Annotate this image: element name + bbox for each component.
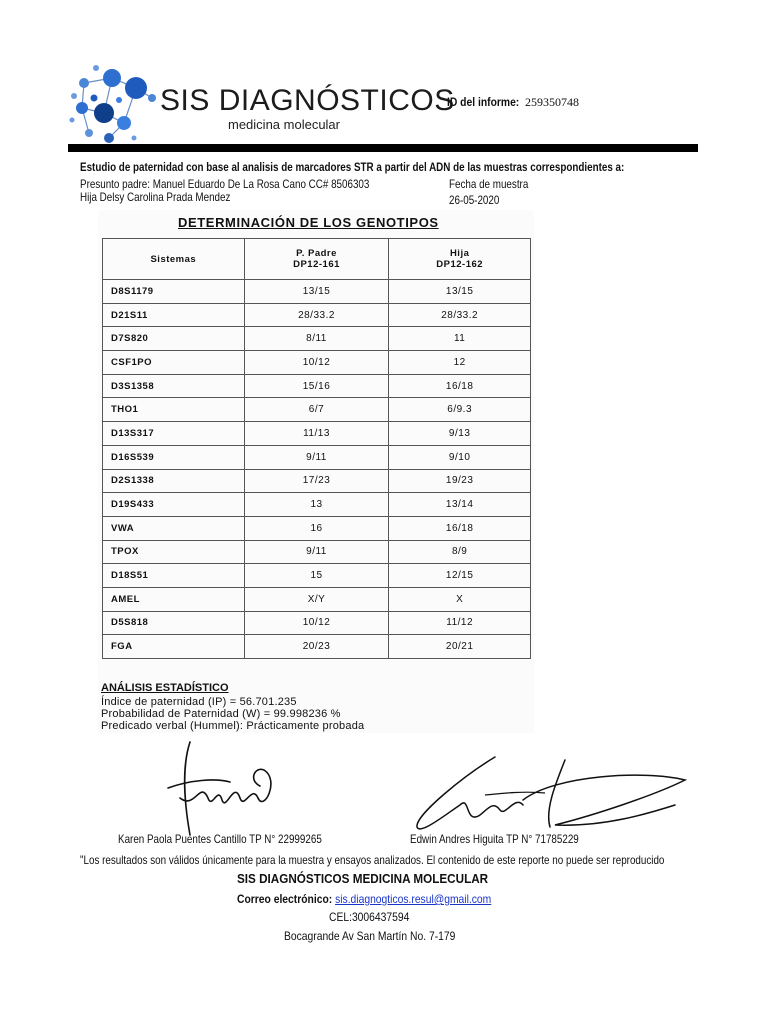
table-row xyxy=(103,327,531,351)
table-row xyxy=(103,564,531,588)
father-genotype-cell: 6/7 xyxy=(244,398,389,422)
table-row xyxy=(103,374,531,398)
daughter-genotype-cell: 6/9.3 xyxy=(389,398,531,422)
daughter-genotype-cell: X xyxy=(389,587,531,611)
paternity-probability: Probabilidad de Paternidad (W) = 99.998236 % xyxy=(101,708,341,720)
system-cell: D7S820 xyxy=(103,327,245,351)
signer2-name: Edwin Andres Higuita TP N° 71785229 xyxy=(410,832,579,846)
daughter-genotype-cell: 9/13 xyxy=(389,422,531,446)
footer-email-link[interactable]: sis.diagnogticos.resul@gmail.com xyxy=(335,892,492,906)
father-genotype-cell: 15/16 xyxy=(244,374,389,398)
daughter-genotype-cell: 28/33.2 xyxy=(389,303,531,327)
verbal-predicate: Predicado verbal (Hummel): Prácticamente probada xyxy=(101,720,365,732)
daughter-genotype-cell: 20/21 xyxy=(389,635,531,659)
system-cell: D18S51 xyxy=(103,564,245,588)
header-daughter-line1: Hija xyxy=(449,248,470,259)
footer-cel: CEL:3006437594 xyxy=(329,910,410,924)
table-row xyxy=(103,398,531,422)
system-cell: D16S539 xyxy=(103,445,245,469)
daughter-genotype-cell: 12/15 xyxy=(389,564,531,588)
sample-date-label: Fecha de muestra xyxy=(449,177,529,191)
footer-company: SIS DIAGNÓSTICOS MEDICINA MOLECULAR xyxy=(237,871,489,886)
genotype-title: DETERMINACIÓN DE LOS GENOTIPOS xyxy=(178,215,439,230)
father-genotype-cell: 17/23 xyxy=(244,469,389,493)
molecule-cluster-icon xyxy=(64,58,164,148)
header-systems xyxy=(103,239,245,280)
table-row xyxy=(103,493,531,517)
system-cell: D21S11 xyxy=(103,303,245,327)
footer-address: Bocagrande Av San Martín No. 7-179 xyxy=(284,929,456,943)
report-id-label: ID del informe: xyxy=(447,95,520,109)
genotype-section xyxy=(98,210,534,733)
system-cell: D13S317 xyxy=(103,422,245,446)
daughter-genotype-cell: 16/18 xyxy=(389,516,531,540)
study-description: Estudio de paternidad con base al analisis de marcadores STR a partir del ADN de las muestras correspondientes a: xyxy=(80,160,625,174)
father-genotype-cell: 8/11 xyxy=(244,327,389,351)
brand-tagline: medicina molecular xyxy=(228,117,340,132)
daughter-line: Hija Delsy Carolina Prada Mendez xyxy=(80,190,231,204)
header-father xyxy=(244,239,389,280)
father-genotype-cell: 11/13 xyxy=(244,422,389,446)
daughter-genotype-cell: 9/10 xyxy=(389,445,531,469)
system-cell: THO1 xyxy=(103,398,245,422)
header-divider xyxy=(68,144,698,152)
daughter-genotype-cell: 13/14 xyxy=(389,493,531,517)
table-row xyxy=(103,469,531,493)
father-genotype-cell: X/Y xyxy=(244,587,389,611)
header-systems-label: Sistemas xyxy=(150,253,197,265)
father-genotype-cell: 10/12 xyxy=(244,351,389,375)
system-cell: D19S433 xyxy=(103,493,245,517)
daughter-genotype-cell: 16/18 xyxy=(389,374,531,398)
table-row xyxy=(103,540,531,564)
daughter-genotype-cell: 11/12 xyxy=(389,611,531,635)
father-genotype-cell: 20/23 xyxy=(244,635,389,659)
statistics-title: ANÁLISIS ESTADÍSTICO xyxy=(101,682,229,694)
signature-edwin xyxy=(405,755,690,835)
signature-karen xyxy=(160,740,300,840)
table-row xyxy=(103,280,531,304)
genotype-body xyxy=(103,280,531,659)
daughter-genotype-cell: 12 xyxy=(389,351,531,375)
brand-name: SIS DIAGNÓSTICOS xyxy=(160,84,455,117)
footer-email-label: Correo electrónico: xyxy=(237,892,333,906)
table-row xyxy=(103,422,531,446)
table-row xyxy=(103,635,531,659)
table-row xyxy=(103,303,531,327)
daughter-genotype-cell: 11 xyxy=(389,327,531,351)
header-father-line1: P. Padre xyxy=(296,248,337,259)
father-genotype-cell: 16 xyxy=(244,516,389,540)
system-cell: TPOX xyxy=(103,540,245,564)
father-line: Presunto padre: Manuel Eduardo De La Rosa Cano CC# 8506303 xyxy=(80,177,370,191)
father-genotype-cell: 13 xyxy=(244,493,389,517)
father-genotype-cell: 9/11 xyxy=(244,540,389,564)
father-genotype-cell: 13/15 xyxy=(244,280,389,304)
father-genotype-cell: 28/33.2 xyxy=(244,303,389,327)
system-cell: FGA xyxy=(103,635,245,659)
report-id-value: 259350748 xyxy=(525,95,579,109)
father-genotype-cell: 15 xyxy=(244,564,389,588)
header-daughter xyxy=(389,239,531,280)
system-cell: D8S1179 xyxy=(103,280,245,304)
table-row xyxy=(103,516,531,540)
system-cell: D3S1358 xyxy=(103,374,245,398)
system-cell: CSF1PO xyxy=(103,351,245,375)
system-cell: D2S1338 xyxy=(103,469,245,493)
header-father-line2: DP12-161 xyxy=(293,259,340,270)
sample-date-value: 26-05-2020 xyxy=(449,193,500,207)
signer1-name: Karen Paola Puentes Cantillo TP N° 22999265 xyxy=(118,832,322,846)
father-genotype-cell: 9/11 xyxy=(244,445,389,469)
table-row xyxy=(103,587,531,611)
daughter-genotype-cell: 13/15 xyxy=(389,280,531,304)
table-row xyxy=(103,611,531,635)
father-genotype-cell: 10/12 xyxy=(244,611,389,635)
system-cell: VWA xyxy=(103,516,245,540)
table-row xyxy=(103,445,531,469)
system-cell: D5S818 xyxy=(103,611,245,635)
header-daughter-line2: DP12-162 xyxy=(436,259,484,270)
daughter-genotype-cell: 8/9 xyxy=(389,540,531,564)
genotype-table xyxy=(102,238,531,659)
genotype-header-row xyxy=(103,239,531,280)
table-row xyxy=(103,351,531,375)
system-cell: AMEL xyxy=(103,587,245,611)
disclaimer: "Los resultados son válidos únicamente para la muestra y ensayos analizados. El contenido de este reporte no puede ser reproducido xyxy=(80,853,665,867)
daughter-genotype-cell: 19/23 xyxy=(389,469,531,493)
paternity-index: Índice de paternidad (IP) = 56.701.235 xyxy=(101,696,297,708)
footer-email-row xyxy=(237,892,491,906)
